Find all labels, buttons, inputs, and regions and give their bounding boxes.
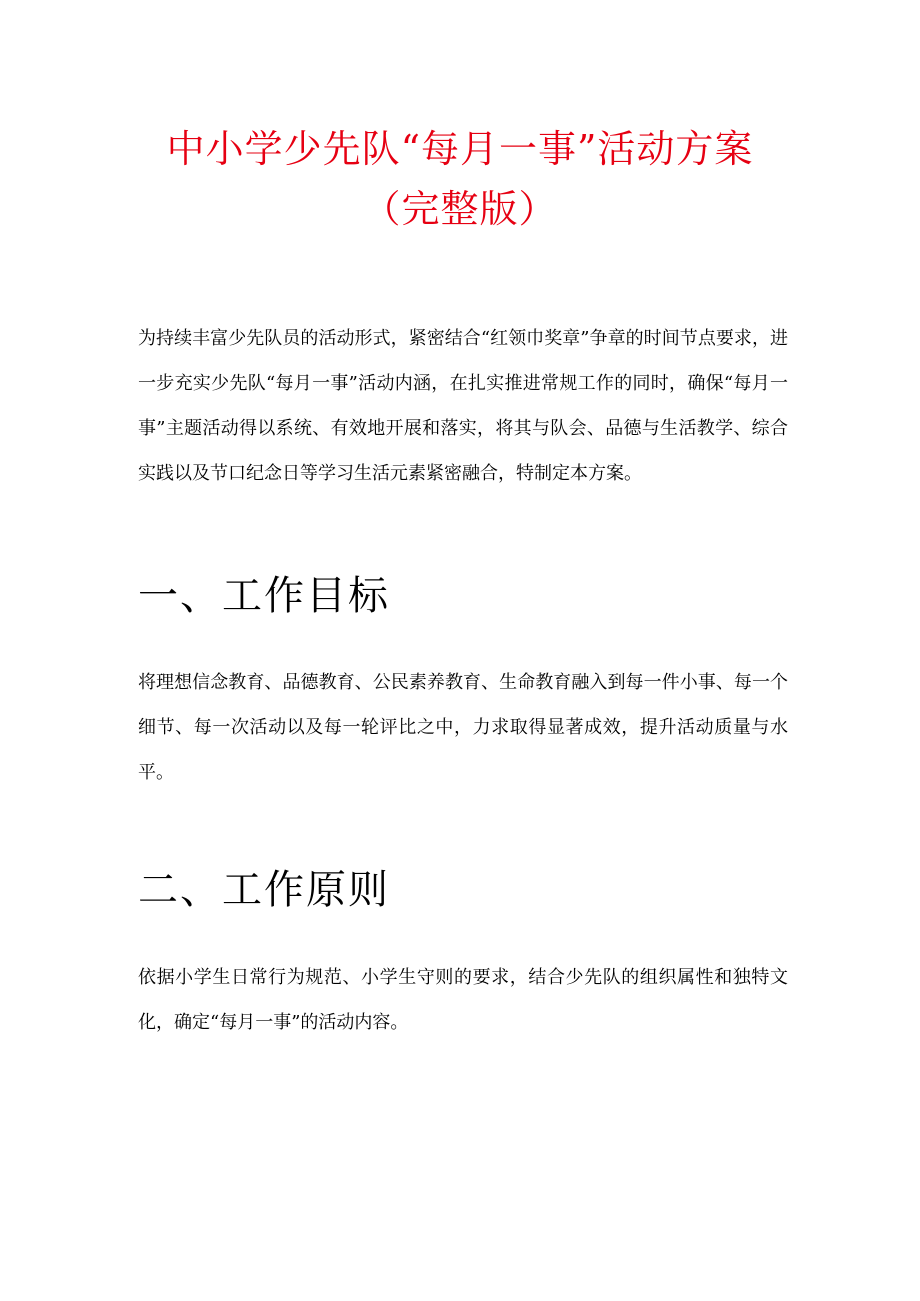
section-heading-goals: 一、工作目标 xyxy=(138,573,390,619)
intro-paragraph: 为持续丰富少先队员的活动形式，紧密结合“红领巾奖章”争章的时间节点要求，进一步充实少先队“每月一事”活动内涵，在扎实推进常规工作的同时，确保“每月一事”主题活动得以系统、有效地开展和落实，将其与队会、品德与生活教学、综合实践以及节口纪念日等学习生活元素紧密融合，特制定本方案。 xyxy=(138,328,788,484)
document-subtitle: （完整版） xyxy=(362,187,558,231)
section-body-goals: 将理想信念教育、品德教育、公民素养教育、生命教育融入到每一件小事、每一个细节、每一次活动以及每一轮评比之中，力求取得显著成效，提升活动质量与水平。 xyxy=(138,672,788,783)
document-title: 中小学少先队“每月一事”活动方案 xyxy=(166,127,754,171)
section-heading-principles: 二、工作原则 xyxy=(138,867,390,913)
section-body-principles: 依据小学生日常行为规范、小学生守则的要求，结合少先队的组织属性和独特文化，确定“每月一事”的活动内容。 xyxy=(138,967,788,1033)
